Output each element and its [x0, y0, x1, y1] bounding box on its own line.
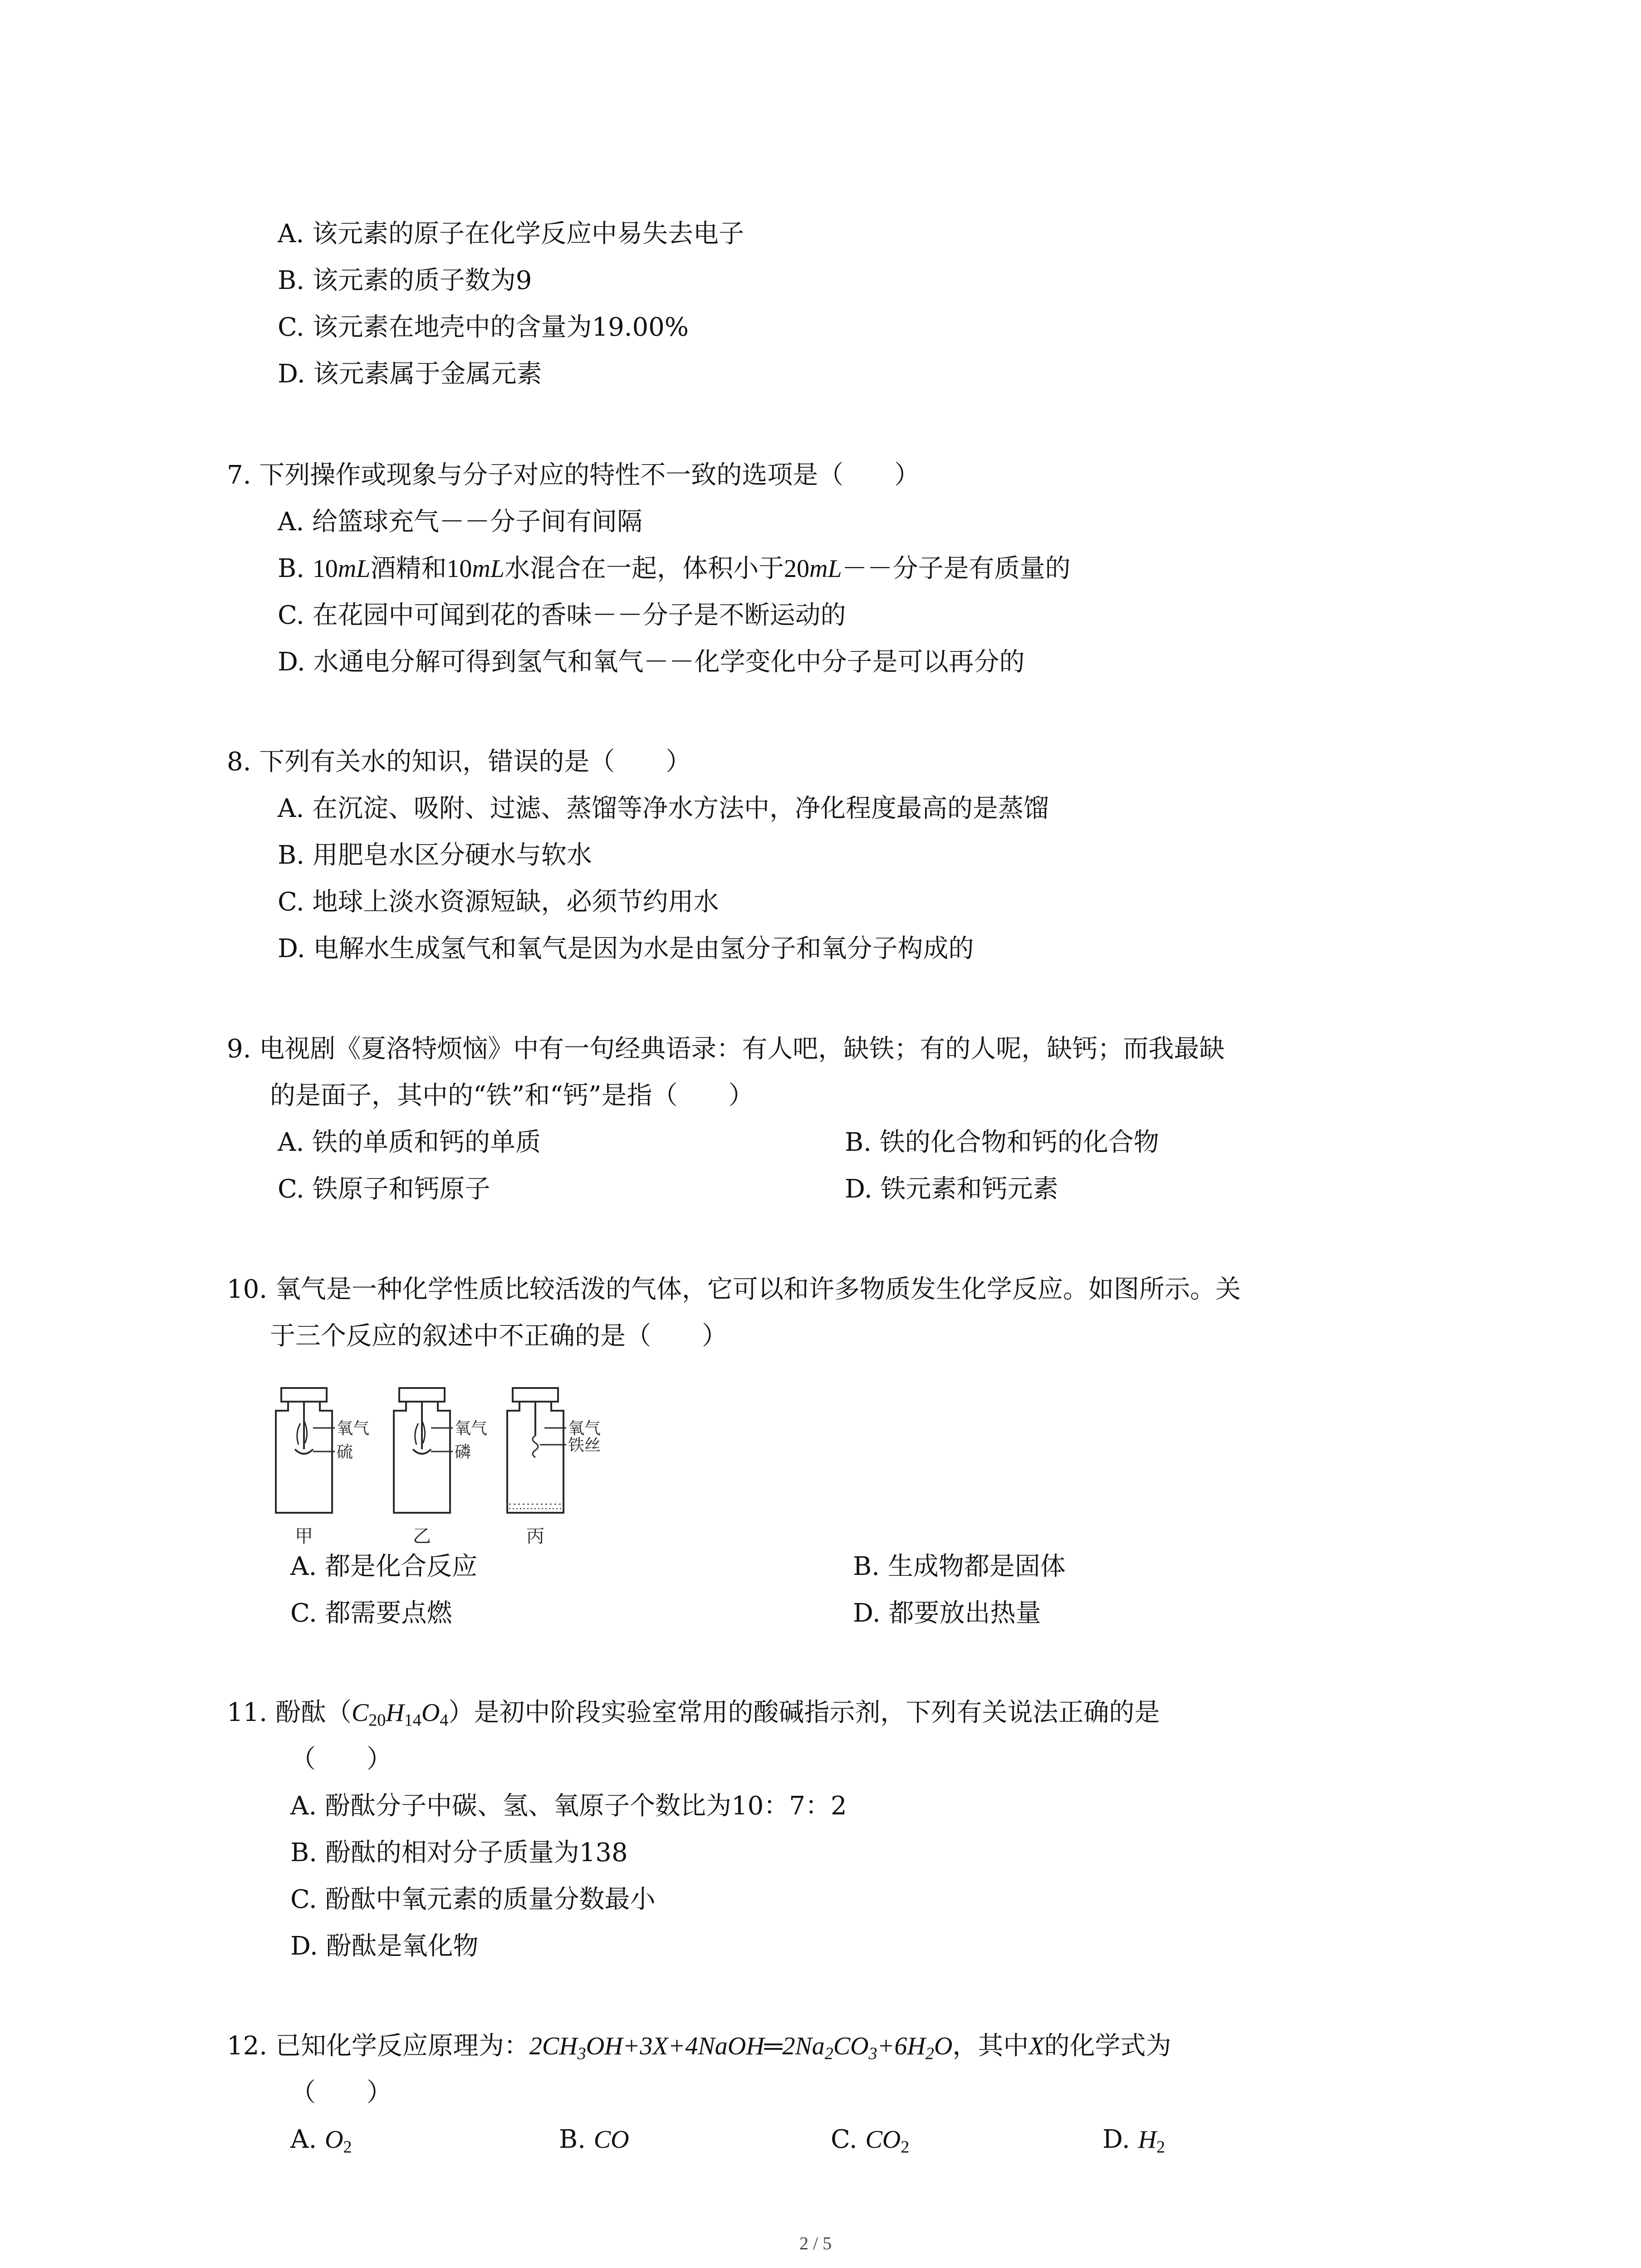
- burning-spoon-icon: [295, 1449, 313, 1454]
- q11-formula-o: O: [421, 1699, 440, 1727]
- q8-option-a: A. 在沉淀、吸附、过滤、蒸馏等净水方法中，净化程度最高的是蒸馏: [278, 794, 1049, 823]
- eq-sub: 3: [577, 2044, 586, 2063]
- caption-yi: 乙: [413, 1526, 431, 1547]
- q9-option-c: C. 铁原子和钙原子: [278, 1174, 490, 1204]
- eq-coef: +3: [622, 2032, 653, 2060]
- q10-option-b: B. 生成物都是固体: [853, 1552, 1066, 1581]
- q12-b-formula: CO: [593, 2126, 629, 2154]
- q11-prefix: 11. 酚酞（: [227, 1698, 352, 1727]
- q11-suffix: ）是初中阶段实验室常用的酸碱指示剂，下列有关说法正确的是: [448, 1698, 1160, 1727]
- q10-stem-line2: 于三个反应的叙述中不正确的是（ ）: [270, 1321, 727, 1351]
- jar1-gas-label: 氧气: [337, 1419, 370, 1438]
- jar-bing: [507, 1388, 566, 1513]
- q11-option-b: B. 酚酞的相对分子质量为138: [290, 1838, 628, 1867]
- jar-yi: [394, 1388, 453, 1513]
- eq-term: H: [907, 2032, 926, 2060]
- q8-option-b: B. 用肥皂水区分硬水与软水: [278, 841, 592, 870]
- q12-prefix: 12. 已知化学反应原理为：: [227, 2031, 529, 2061]
- q7-b-text2: 水混合在一起，体积小于: [504, 554, 784, 583]
- q8-option-c: C. 地球上淡水资源短缺，必须节约用水: [278, 887, 719, 917]
- q12-d-sub: 2: [1156, 2137, 1166, 2157]
- jar3-substance-label: 铁丝: [568, 1436, 601, 1455]
- q7-b-unit2: mL: [472, 555, 505, 583]
- burning-spoon-icon: [413, 1449, 431, 1454]
- caption-jia: 甲: [295, 1526, 313, 1547]
- eq-term: O: [934, 2032, 953, 2060]
- q11-formula-o-count: 4: [440, 1711, 449, 1730]
- q12-b-prefix: B.: [559, 2125, 594, 2154]
- q7-b-value2: 10: [446, 555, 472, 583]
- q11-option-d: D. 酚酞是氧化物: [290, 1931, 479, 1961]
- eq-term: NaOH: [698, 2032, 764, 2060]
- eq-term: CH: [542, 2032, 578, 2060]
- q11-answer-paren: （ ）: [290, 1745, 392, 1774]
- q12-x-variable: X: [1029, 2032, 1044, 2060]
- q9-option-a: A. 铁的单质和钙的单质: [278, 1128, 541, 1157]
- q6-option-c: C. 该元素在地壳中的含量为19.00%: [278, 313, 689, 342]
- q12-option-a: [290, 2123, 352, 2156]
- eq-term: OH: [586, 2032, 623, 2060]
- q12-a-prefix: A.: [290, 2125, 325, 2154]
- q12-option-b: [559, 2123, 629, 2156]
- q7-stem: 7. 下列操作或现象与分子对应的特性不一致的选项是（ ）: [227, 460, 920, 490]
- eq-sub: 3: [868, 2044, 877, 2063]
- flame-icon: [415, 1421, 425, 1445]
- q12-option-d: [1102, 2123, 1165, 2156]
- q12-c-formula: CO: [865, 2126, 901, 2154]
- jar3-gas-label: 氧气: [568, 1419, 601, 1438]
- q12-d-prefix: D.: [1102, 2125, 1138, 2154]
- q11-formula-h-count: 14: [404, 1711, 421, 1730]
- q7-b-prefix: B.: [278, 554, 313, 583]
- q11-option-a: A. 酚酞分子中碳、氢、氧原子个数比为10：7：2: [290, 1791, 847, 1821]
- q7-option-c: C. 在花园中可闻到花的香味－－分子是不断运动的: [278, 601, 846, 630]
- q12-d-formula: H: [1138, 2126, 1156, 2154]
- q11-stem: [227, 1696, 1160, 1729]
- q8-option-d: D. 电解水生成氢气和氧气是因为水是由氢分子和氧分子构成的: [278, 934, 974, 963]
- q7-b-unit1: mL: [338, 555, 371, 583]
- jar-jia: [276, 1388, 335, 1513]
- q8-stem: 8. 下列有关水的知识，错误的是（ ）: [227, 747, 691, 777]
- q7-b-text3: －－分子是有质量的: [842, 554, 1071, 583]
- iron-wire-coil-icon: [533, 1436, 538, 1457]
- eq-coef: +4: [668, 2032, 698, 2060]
- eq-term: X: [652, 2032, 668, 2060]
- jar2-substance-label: 磷: [455, 1443, 471, 1461]
- q7-b-value3: 20: [784, 555, 809, 583]
- flame-icon: [297, 1421, 307, 1445]
- q12-c-sub: 2: [901, 2137, 910, 2157]
- q9-stem-line1: 9. 电视剧《夏洛特烦恼》中有一句经典语录：有人吧，缺铁；有的人呢，缺钙；而我最缺: [227, 1034, 1225, 1064]
- eq-sub: 2: [824, 2044, 833, 2063]
- page-number: 2 / 5: [799, 2233, 832, 2253]
- eq-term: Na: [795, 2032, 825, 2060]
- q7-b-value1: 10: [312, 555, 338, 583]
- q12-stem: [227, 2030, 1171, 2063]
- q12-c-prefix: C.: [831, 2125, 866, 2154]
- q10-figure: [268, 1370, 631, 1547]
- q12-suffix: 的化学式为: [1044, 2031, 1171, 2061]
- q12-answer-paren: （ ）: [290, 2078, 392, 2107]
- q12-a-sub: 2: [343, 2137, 352, 2157]
- q9-option-b: B. 铁的化合物和钙的化合物: [845, 1128, 1159, 1157]
- q7-option-b: [278, 552, 1071, 585]
- q11-formula-h: H: [386, 1699, 404, 1727]
- q9-option-d: D. 铁元素和钙元素: [845, 1174, 1058, 1204]
- q11-formula-c-count: 20: [368, 1711, 386, 1730]
- q12-equation: [529, 2032, 953, 2063]
- jar1-substance-label: 硫: [337, 1443, 353, 1461]
- q12-mid: ，其中: [952, 2031, 1029, 2061]
- q7-option-a: A. 给篮球充气－－分子间有间隔: [278, 507, 643, 537]
- eq-coef: 2: [529, 2032, 542, 2060]
- q9-stem-line2: 的是面子，其中的“铁”和“钙”是指（ ）: [270, 1081, 754, 1110]
- eq-coef: ═2: [764, 2032, 795, 2060]
- q6-option-a: A. 该元素的原子在化学反应中易失去电子: [278, 219, 745, 249]
- q7-b-unit3: mL: [809, 555, 842, 583]
- q7-b-text1: 酒精和: [370, 554, 447, 583]
- q6-option-d: D. 该元素属于金属元素: [278, 359, 542, 389]
- q10-option-d: D. 都要放出热量: [853, 1598, 1041, 1628]
- q11-formula-c: C: [351, 1699, 369, 1727]
- q12-a-formula: O: [325, 2126, 343, 2154]
- eq-coef: +6: [877, 2032, 907, 2060]
- q6-option-b: B. 该元素的质子数为9: [278, 266, 532, 295]
- eq-sub: 2: [925, 2044, 934, 2063]
- eq-term: CO: [833, 2032, 869, 2060]
- caption-bing: 丙: [526, 1526, 544, 1547]
- q10-option-a: A. 都是化合反应: [290, 1552, 478, 1581]
- q12-option-c: [831, 2123, 909, 2156]
- q11-option-c: C. 酚酞中氧元素的质量分数最小: [290, 1885, 656, 1914]
- q10-stem-line1: 10. 氧气是一种化学性质比较活泼的气体，它可以和许多物质发生化学反应。如图所示。关: [227, 1275, 1241, 1304]
- jar2-gas-label: 氧气: [455, 1419, 488, 1438]
- q10-option-c: C. 都需要点燃: [290, 1598, 452, 1628]
- q7-option-d: D. 水通电分解可得到氢气和氧气－－化学变化中分子是可以再分的: [278, 647, 1025, 677]
